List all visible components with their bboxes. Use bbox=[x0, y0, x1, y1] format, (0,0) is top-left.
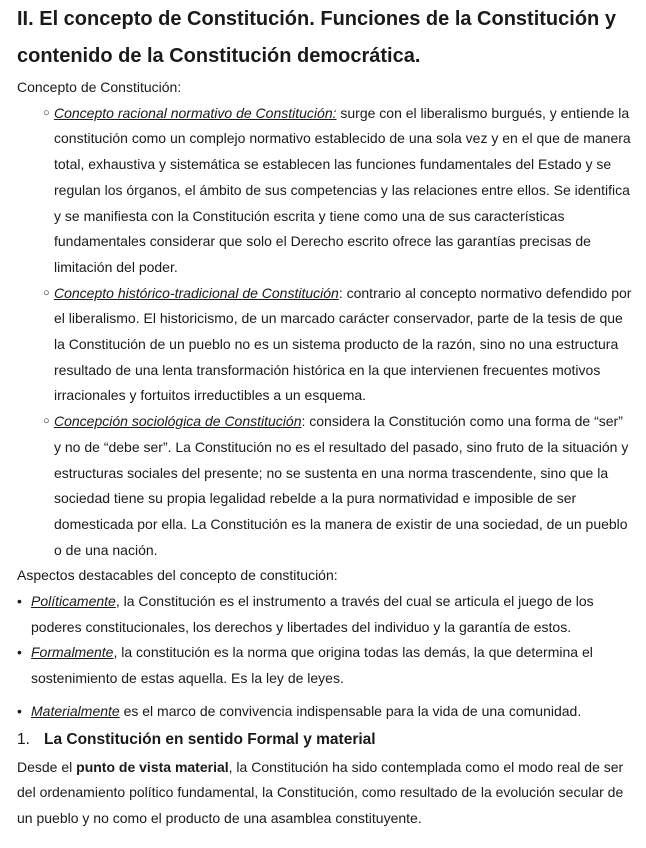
concept-heading: Concepto de Constitución: bbox=[17, 79, 182, 95]
section-heading bbox=[17, 725, 632, 755]
bullet-icon: • bbox=[17, 593, 22, 610]
section-number: 1. bbox=[17, 730, 30, 748]
aspect-term: Políticamente bbox=[31, 593, 116, 610]
paragraph-rest: , la Constitución ha sido contemplada como el modo real de ser del ordenamiento político fundamental, la Constitución, como resultado de la evolución secular de un pueblo y no como el producto de una asamblea constituyente. bbox=[17, 758, 624, 826]
hollow-bullet-icon: ○ bbox=[43, 286, 50, 299]
concept-list bbox=[17, 101, 632, 564]
paragraph-bold: punto de vista material bbox=[76, 758, 229, 775]
section-paragraph bbox=[17, 755, 632, 832]
hollow-bullet-icon: ○ bbox=[43, 106, 50, 119]
concept-term: Concepto racional normativo de Constitución: bbox=[54, 104, 337, 121]
concept-text: : considera la Constitución como una forma de “ser” y no de “debe ser”. La Constitución no es el resultado del pasado, sino fruto de la situación y estructuras sociales del presente; no se sustenta en una norma trascendente, sino que la sociedad tiene su propia legalidad rebelde a la pura normatividad e imposible de ser domesticada por ella. La Constitución es la manera de existir de una sociedad, de un pueblo o de una nación. bbox=[54, 413, 629, 558]
page-title: II. El concepto de Constitución. Funciones de la Constitución y contenido de la Constitución democrática. bbox=[17, 8, 616, 67]
hollow-bullet-icon: ○ bbox=[43, 415, 50, 428]
concept-text: : contrario al concepto normativo defendido por el liberalismo. El historicismo, de un marcado carácter conservador, parte de la tesis de que la Constitución de un pueblo no es un sistema producto de la razón, sino no una estructura resultado de una lenta transformación histórica en la que intervienen frecuentes motivos irracionales y fortuitos irreductibles a un esquema. bbox=[54, 284, 632, 404]
aspect-text: , la Constitución es el instrumento a través del cual se articula el juego de los poderes constitucionales, los derechos y libertades del individuo y la garantía de estos. bbox=[31, 593, 594, 635]
aspect-item bbox=[17, 589, 632, 640]
concept-item bbox=[17, 101, 632, 281]
aspects-heading: Aspectos destacables del concepto de constitución: bbox=[17, 567, 338, 584]
aspect-term: Materialmente bbox=[31, 702, 120, 719]
aspect-text: es el marco de convivencia indispensable para la vida de una comunidad. bbox=[119, 702, 582, 719]
aspects-list bbox=[17, 589, 632, 725]
concept-term: Concepto histórico-tradicional de Constitución bbox=[54, 284, 339, 301]
concept-item bbox=[17, 409, 632, 563]
spacer bbox=[17, 692, 632, 699]
aspect-text: , la constitución es la norma que origina todas las demás, la que determina el sostenimiento de estas aquella. Es la ley de leyes. bbox=[31, 644, 593, 687]
paragraph-intro: Desde el bbox=[17, 758, 77, 775]
bullet-icon: • bbox=[17, 702, 22, 719]
concept-term: Concepción sociológica de Constitución bbox=[54, 413, 302, 430]
concept-text: surge con el liberalismo burgués, y entiende la constitución como un complejo normativo establecido de una sola vez y en el que de manera total, exhaustiva y sistemática se establecen las funciones fundamentales del Estado y se regulan los órganos, el ámbito de sus competencias y las relaciones entre ellos. Se identifica y se manifiesta con la Constitución escrita y tiene como una de sus características fundamentales considerar que solo el Derecho escrito ofrece las garantías precisas de limitación del poder. bbox=[54, 104, 631, 275]
aspect-item bbox=[17, 699, 632, 725]
section-title: La Constitución en sentido Formal y material bbox=[44, 730, 376, 748]
aspect-item bbox=[17, 640, 632, 691]
concept-item bbox=[17, 281, 632, 410]
bullet-icon: • bbox=[17, 644, 22, 661]
aspect-term: Formalmente bbox=[31, 644, 114, 661]
